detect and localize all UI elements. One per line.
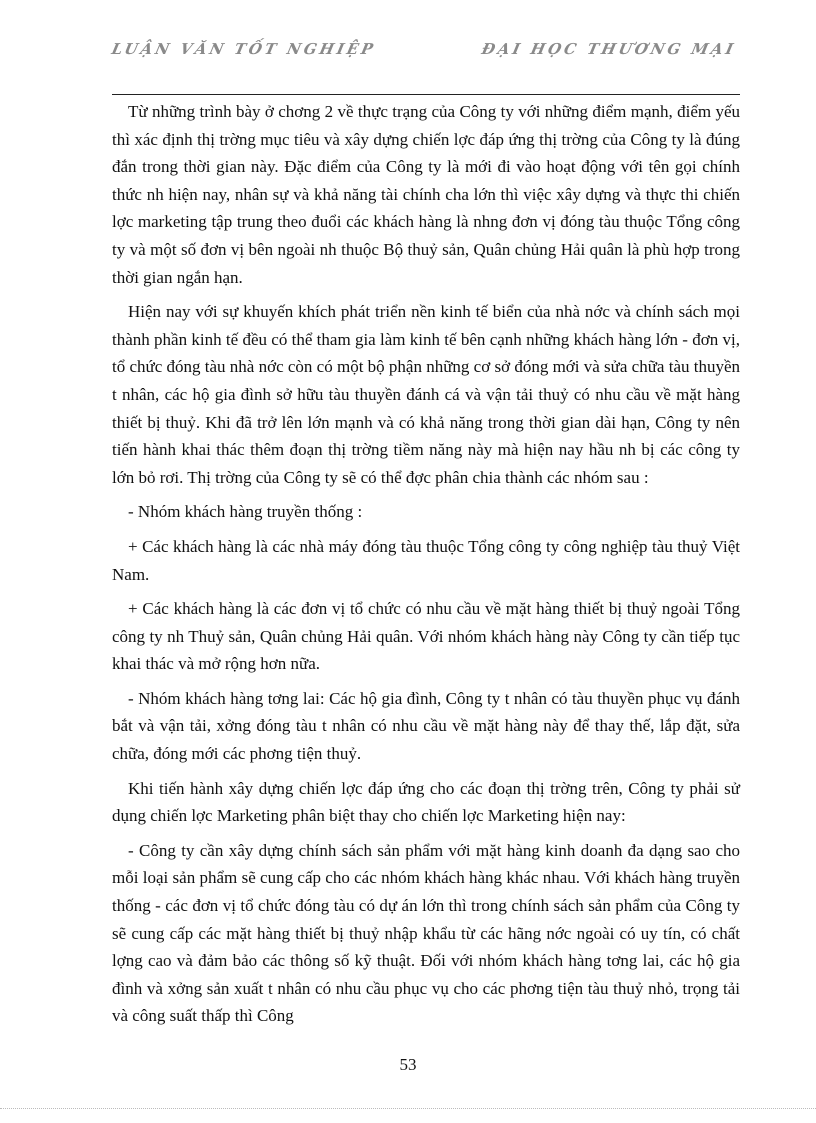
paragraph: Hiện nay với sự khuyến khích phát triển nền kinh tế biển của nhà nớc và chính sách mọi thành phần kinh tế đều có thể tham gia làm kinh tế bên cạnh những khách hàng lớn - đơn vị, tổ chức đóng tàu nhà nớc còn có một bộ phận những cơ sở đóng mới và sửa chữa tàu thuyền t nhân, các hộ gia đình sở hữu tàu thuyền đánh cá và vận tải thuỷ có nhu cầu về mặt hàng thiết bị thuỷ. Khi đã trở lên lớn mạnh và có khả năng trong thời gian dài hạn, Công ty nên tiến hành khai thác thêm đoạn thị trờng tiềm năng này mà hiện nay hầu nh bị các công ty lớn bỏ rơi. Thị trờng của Công ty sẽ có thể đợc phân chia thành các nhóm sau : [112,302,741,487]
paragraph: + Các khách hàng là các nhà máy đóng tàu thuộc Tổng công ty công nghiệp tàu thuỷ Việt Nam. [112,536,740,584]
header-rule [112,94,740,95]
paragraph: - Công ty cần xây dựng chính sách sản phẩm với mặt hàng kinh doanh đa dạng sao cho mỗi loại sản phẩm sẽ cung cấp cho các nhóm khách hàng khác nhau. Với khách hàng truyền thống - các đơn vị tổ chức đóng tàu có dự án lớn thì trong chính sách sản phẩm của Công ty sẽ cung cấp các mặt hàng thiết bị thuỷ nhập khẩu từ các hãng nớc ngoài có uy tín, có chất lợng cao và đảm bảo các thông số kỹ thuật. Đối với nhóm khách hàng tơng lai, các hộ gia đình và xởng sản xuất t nhân có nhu cầu phục vụ cho các phơng tiện tàu thuỷ nhỏ, trọng tải và công suất thấp thì Công [112,840,740,1026]
paragraph: Khi tiến hành xây dựng chiến lợc đáp ứng cho các đoạn thị trờng trên, Công ty phải sử dụng chiến lợc Marketing phân biệt thay cho chiến lợc Marketing hiện nay: [112,778,740,826]
paragraph: + Các khách hàng là các đơn vị tổ chức có nhu cầu về mặt hàng thiết bị thuỷ ngoài Tổng công ty nh Thuỷ sản, Quân chủng Hải quân. Với nhóm khách hàng này Công ty cần tiếp tục khai thác và mở rộng hơn nữa. [112,599,740,674]
page-number: 53 [399,1055,417,1074]
footer-dotted-line [0,1108,816,1109]
paragraph: - Nhóm khách hàng truyền thống : [128,502,363,522]
page-header [112,40,736,70]
header-left-title: LUẬN VĂN TỐT NGHIỆP [110,40,378,58]
paragraph: - Nhóm khách hàng tơng lai: Các hộ gia đình, Công ty t nhân có tàu thuyền phục vụ đánh bắt và vận tải, xởng đóng tàu t nhân có nhu cầu về mặt hàng này để thay thế, lắp đặt, sửa chữa, đóng mới các phơng tiện thuỷ. [112,688,740,764]
header-right-title: ĐẠI HỌC THƯƠNG MẠI [480,40,738,58]
body-text [112,98,740,1037]
paragraph: Từ những trình bày ở chơng 2 về thực trạng của Công ty với những điểm mạnh, điểm yếu thì xác định thị trờng mục tiêu và xây dựng chiến lợc đáp ứng thị trờng của Công ty là đúng đắn trong thời gian này. Đặc điểm của Công ty là mới đi vào hoạt động với tên gọi chính thức nh hiện nay, nhân sự và khả năng tài chính cha lớn thì việc xây dựng và thực thi chiến lợc marketing tập trung theo đuổi các khách hàng là nhng đơn vị đóng tàu thuộc Tổng công ty và một số đơn vị bên ngoài nh thuộc Bộ thuỷ sản, Quân chủng Hải quân là phù hợp trong thời gian ngắn hạn. [112,102,740,287]
